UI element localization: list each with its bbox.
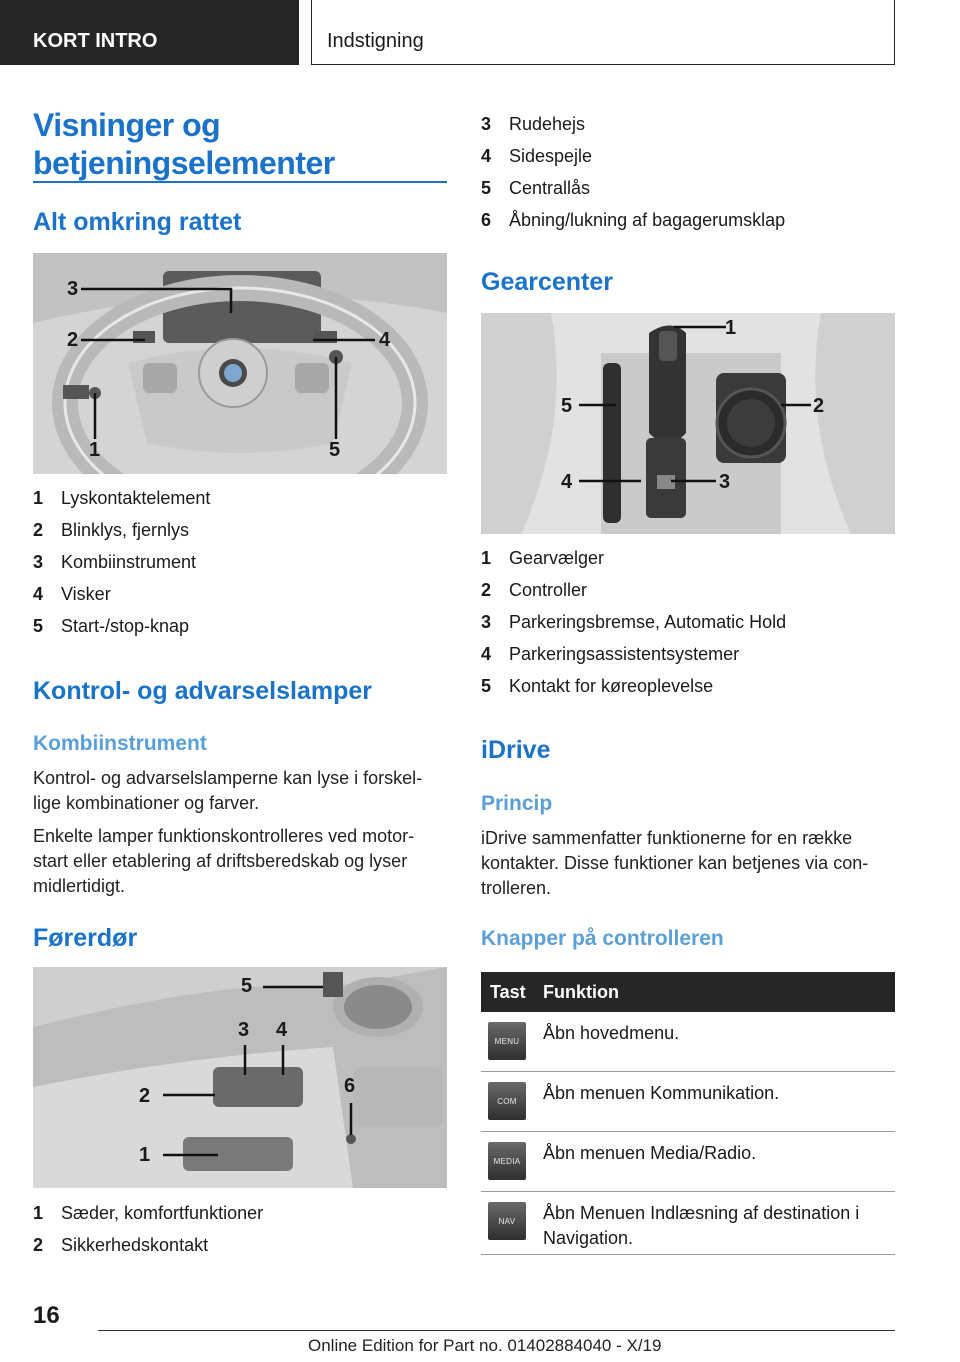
column-header-key: Tast [490,981,526,1002]
list-item: 2 Blinklys, fjernlys [33,519,190,540]
gear-heading: Gearcenter [481,268,614,296]
table-row: COM Åbn menuen Kommunikation. [481,1072,895,1132]
page-title: Visninger og betjeningselementer [33,107,335,181]
list-item: 1 Lyskontaktelement [33,487,211,508]
media-key-icon: MEDIA [488,1142,526,1180]
list-item: 4 Parkeringsassistentsystemer [481,643,740,664]
callout-2: 2 [67,329,79,351]
idrive-paragraph: iDrive sammenfatter funktionerne for en række kontakter. Disse funktioner kan betjenes via con- trolleren. [481,828,869,898]
gear-center-illustration [481,313,895,534]
list-item: 4 Sidespejle [481,145,593,166]
list-item: 3 Parkeringsbremse, Automatic Hold [481,611,787,632]
callout-4: 4 [379,329,391,351]
list-item: 2 Controller [481,579,588,600]
callout-3: 3 [719,471,731,493]
title-rule [33,181,447,183]
driver-door-illustration [33,967,447,1188]
lamps-heading: Kontrol- og advarselslamper [33,677,372,705]
list-item: 6 Åbning/lukning af bagagerumsklap [481,209,786,230]
callout-3: 3 [67,278,79,300]
table-row: NAV Åbn Menuen Indlæsning af destination i Navigation. [481,1192,895,1255]
callout-2: 2 [813,395,825,417]
page-number: 16 [33,1302,60,1329]
list-item: 5 Centrallås [481,177,591,198]
idrive-subheading: Princip [481,792,553,815]
door-heading: Førerdør [33,924,138,952]
callout-4: 4 [561,471,573,493]
list-item: 5 Kontakt for køreoplevelse [481,675,714,696]
callout-1: 1 [139,1144,151,1166]
list-item: 3 Kombiinstrument [33,551,197,572]
list-item: 2 Sikkerhedskontakt [33,1234,209,1255]
list-item: 1 Sæder, komfortfunktioner [33,1202,264,1223]
driver-door-figure [33,967,447,1188]
callout-1: 1 [89,439,101,461]
list-item: 3 Rudehejs [481,113,586,134]
controller-buttons-heading: Knapper på controlleren [481,927,724,950]
table-row: MEDIA Åbn menuen Media/Radio. [481,1132,895,1192]
chapter-label: Indstigning [327,30,424,52]
section-tab[interactable] [0,0,299,65]
footer-edition: Online Edition for Part no. 01402884040 - X/19 [308,1336,662,1355]
callout-3: 3 [238,1019,250,1041]
door-legend [33,1197,263,1261]
menu-key-icon: MENU [488,1022,526,1060]
gear-legend [481,542,786,702]
lamps-subheading: Kombiinstrument [33,732,207,755]
list-item: 1 Gearvælger [481,547,605,568]
footer-rule [98,1330,895,1331]
com-key-icon: COM [488,1082,526,1120]
section-label: KORT INTRO [33,30,158,52]
list-item: 4 Visker [33,583,111,604]
callout-5: 5 [241,975,253,997]
door-legend-continued [481,108,785,236]
callout-5: 5 [561,395,573,417]
callout-2: 2 [139,1085,151,1107]
lamps-paragraph-2: Enkelte lamper funktionskontrolleres ved motor- start eller etablering af driftsberedskab og lyser midlertidigt. [33,826,415,896]
steering-heading: Alt omkring rattet [33,208,242,236]
list-item: 5 Start-/stop-knap [33,615,190,636]
steering-wheel-figure [33,253,447,474]
nav-key-icon: NAV [488,1202,526,1240]
gear-center-figure [481,313,895,534]
idrive-heading: iDrive [481,736,551,764]
column-header-function: Funktion [543,981,619,1002]
callout-6: 6 [344,1075,356,1097]
callout-5: 5 [329,439,341,461]
table-header [481,972,895,1012]
lamps-paragraph-1: Kontrol- og advarselslamperne kan lyse i forskel- lige kombinationer og farver. [33,768,423,813]
callout-4: 4 [276,1019,288,1041]
callout-1: 1 [725,317,737,339]
steering-legend [33,482,210,642]
controller-buttons-table [481,972,895,1255]
chapter-tab[interactable] [311,0,895,65]
table-row: MENU Åbn hovedmenu. [481,1012,895,1072]
